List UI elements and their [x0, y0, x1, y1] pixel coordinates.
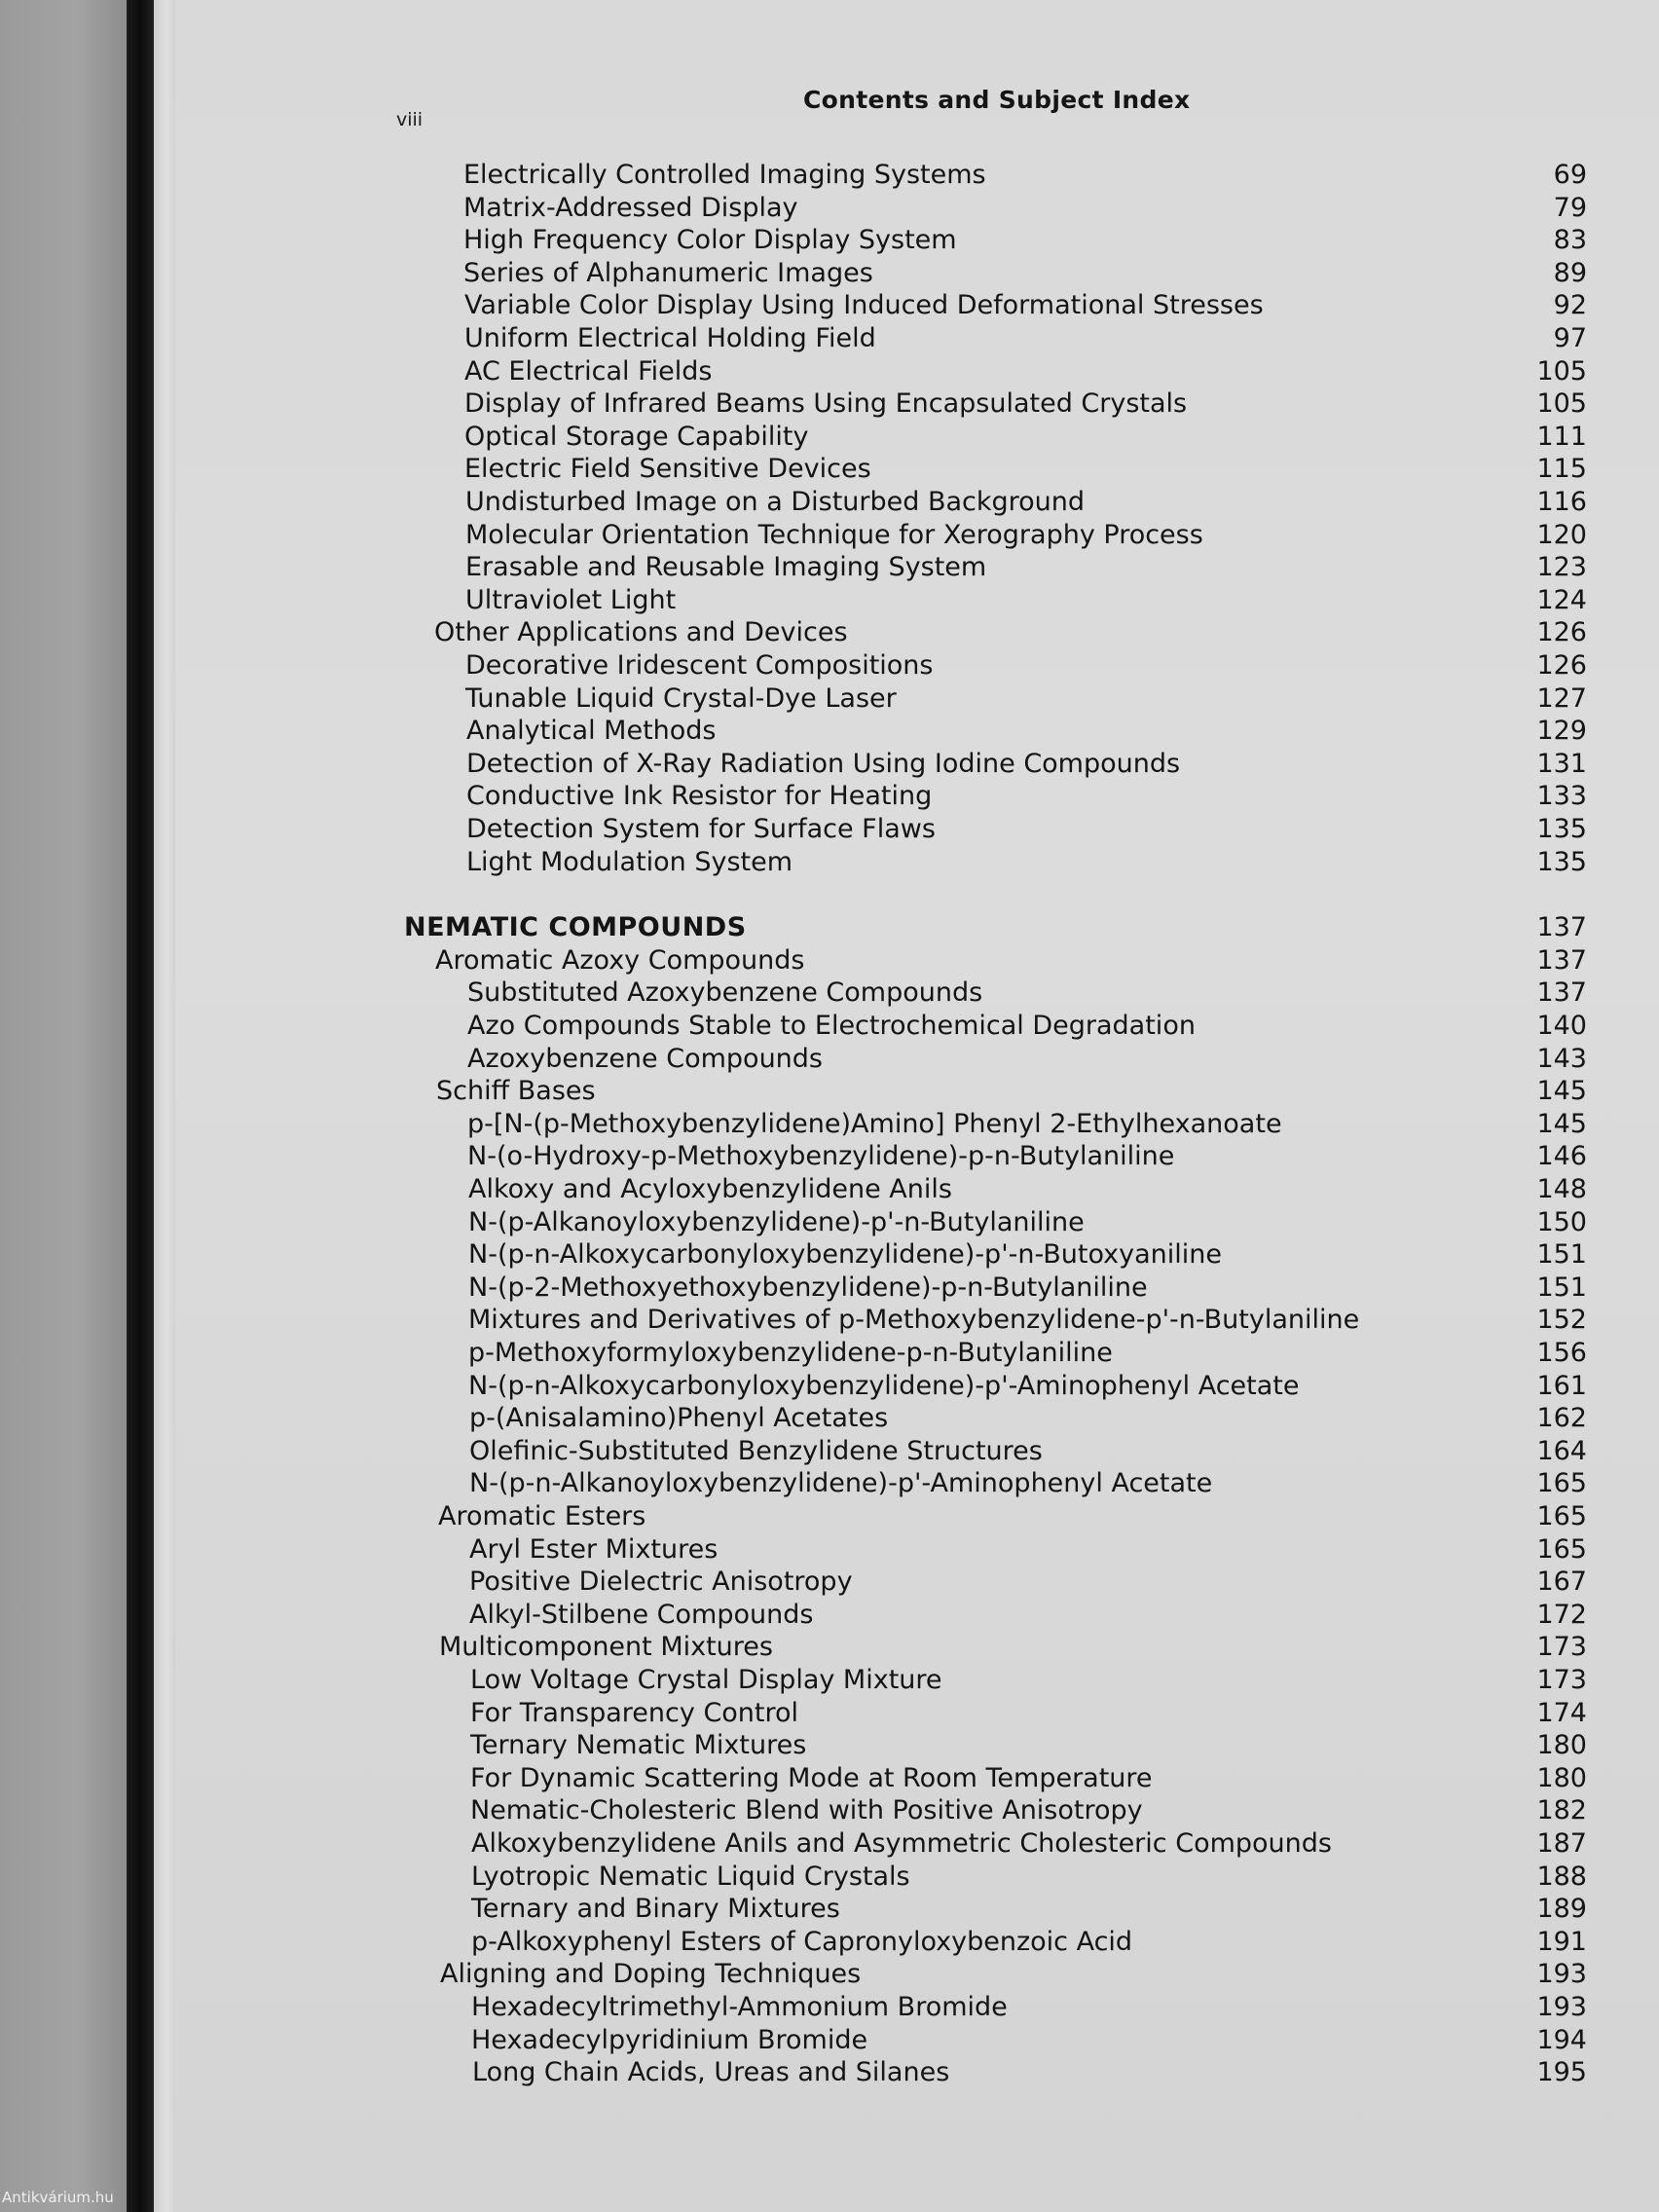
toc-page-number: 126 [1536, 617, 1587, 648]
toc-title: Matrix-Addressed Display [463, 192, 798, 223]
toc-title: Display of Infrared Beams Using Encapsulated Crystals [464, 388, 1188, 420]
toc-entry [471, 1893, 1587, 1926]
toc-entry [467, 1108, 1587, 1141]
toc-title: Light Modulation System [466, 846, 793, 877]
toc-title: N-(p-2-Methoxyethoxybenzylidene)-p-n-Butylaniline [468, 1272, 1148, 1303]
toc-entry [468, 1206, 1587, 1239]
toc-entry [469, 1533, 1587, 1567]
toc-entry [469, 1467, 1587, 1500]
toc-title: Molecular Orientation Technique for Xerography Process [465, 519, 1203, 550]
toc-entry [468, 1238, 1587, 1272]
toc-page-number: 161 [1536, 1370, 1587, 1401]
toc-entry [463, 257, 1587, 290]
toc-entry [466, 748, 1587, 781]
toc-title: For Transparency Control [470, 1697, 799, 1728]
toc-entry [468, 1370, 1587, 1403]
toc-entry [464, 322, 1587, 355]
toc-subsection [434, 616, 1587, 649]
toc-page-number: 137 [1536, 977, 1587, 1009]
toc-page-number: 146 [1536, 1141, 1587, 1172]
toc-entry [470, 1697, 1587, 1730]
toc-page-number: 69 [1553, 160, 1587, 190]
toc-title: Series of Alphanumeric Images [463, 257, 873, 288]
toc-page-number: 187 [1536, 1828, 1587, 1859]
toc-page-number: 145 [1536, 1108, 1587, 1139]
toc-entry [464, 453, 1587, 486]
toc-title: Detection System for Surface Flaws [466, 814, 936, 844]
toc-page-number: 131 [1536, 748, 1587, 779]
toc-entry [468, 1272, 1587, 1305]
toc-page-number: 120 [1536, 519, 1587, 550]
toc-page-number: 174 [1536, 1697, 1587, 1728]
toc-title: Low Voltage Crystal Display Mixture [470, 1665, 942, 1695]
toc-title: p-(Anisalamino)Phenyl Acetates [469, 1403, 889, 1434]
toc-page-number: 124 [1536, 584, 1587, 615]
toc-title: Schiff Bases [436, 1076, 596, 1107]
toc-entry [471, 2024, 1587, 2057]
toc-title: Variable Color Display Using Induced Deformational Stresses [464, 290, 1264, 321]
toc-page-number: 83 [1553, 225, 1587, 256]
toc-page-number: 133 [1536, 781, 1587, 812]
toc-page-number: 127 [1536, 682, 1587, 714]
toc-title: Aryl Ester Mixtures [469, 1533, 719, 1565]
toc-entry [466, 813, 1587, 846]
toc-entry [468, 1173, 1587, 1206]
toc-page-number: 165 [1536, 1501, 1587, 1531]
toc-page-number: 123 [1536, 552, 1587, 583]
toc-entry [469, 1435, 1587, 1468]
toc-entry [463, 192, 1587, 225]
toc-title: Azoxybenzene Compounds [467, 1043, 824, 1074]
toc-entry [468, 1337, 1587, 1370]
toc-entry [471, 1861, 1587, 1894]
toc-title: p-Alkoxyphenyl Esters of Capronyloxybenzoic Acid [471, 1926, 1133, 1957]
toc-entry [465, 486, 1587, 519]
toc-entry [470, 1794, 1587, 1827]
toc-page-number: 193 [1536, 1992, 1587, 2022]
toc-entry [465, 649, 1587, 682]
toc-entry [464, 421, 1587, 454]
toc-entry [466, 715, 1587, 748]
toc-entry [464, 289, 1587, 322]
toc-title: N-(p-n-Alkoxycarbonyloxybenzylidene)-p'-n-Butoxyaniline [468, 1239, 1223, 1271]
toc-page-number: 97 [1553, 323, 1587, 353]
toc-title: Other Applications and Devices [434, 617, 848, 648]
toc-entry [468, 1304, 1587, 1337]
toc-page-number: 194 [1536, 2024, 1587, 2055]
toc-page-number: 92 [1553, 290, 1587, 321]
toc-title: Aromatic Esters [438, 1501, 646, 1531]
toc-entry [470, 1664, 1587, 1697]
toc-entry [464, 355, 1587, 388]
toc-page-number: 195 [1536, 2057, 1587, 2088]
toc-subsection [435, 944, 1587, 977]
running-head: Contents and Subject Index [803, 86, 1191, 114]
toc-page-number: 164 [1536, 1435, 1587, 1466]
toc-title: Conductive Ink Resistor for Heating [466, 781, 933, 812]
toc-entry [471, 1991, 1587, 2024]
toc-page-number: 191 [1536, 1926, 1587, 1957]
toc-entry [465, 551, 1587, 584]
toc-title: p-[N-(p-Methoxybenzylidene)Amino] Phenyl 2-Ethylhexanoate [467, 1108, 1282, 1139]
toc-subsection [436, 1075, 1587, 1108]
toc-page-number: 193 [1536, 1959, 1587, 1990]
toc-title: Hexadecylpyridinium Bromide [471, 2024, 868, 2055]
toc-title: Olefinic-Substituted Benzylidene Structures [469, 1435, 1043, 1466]
toc-page-number: 151 [1536, 1239, 1587, 1271]
toc-entry [463, 159, 1587, 192]
toc-title: Tunable Liquid Crystal-Dye Laser [465, 682, 897, 714]
toc-page-number: 148 [1536, 1174, 1587, 1204]
toc-page-number: 188 [1536, 1861, 1587, 1892]
toc-page-number: 135 [1536, 846, 1587, 877]
toc-entry [467, 977, 1587, 1010]
toc-entry [465, 584, 1587, 617]
toc-entry [466, 780, 1587, 813]
toc-title: p-Methoxyformyloxybenzylidene-p-n-Butylaniline [468, 1338, 1113, 1368]
toc-title: Electric Field Sensitive Devices [464, 454, 871, 485]
toc-title: NEMATIC COMPOUNDS [404, 912, 747, 943]
toc-page-number: 151 [1536, 1272, 1587, 1303]
toc-entry [470, 1729, 1587, 1762]
toc-entry [471, 1926, 1587, 1959]
toc-entry [465, 682, 1587, 716]
toc-title: Decorative Iridescent Compositions [465, 650, 934, 681]
toc-page-number: 137 [1536, 912, 1587, 943]
toc-title: Alkoxybenzylidene Anils and Asymmetric Cholesteric Compounds [471, 1828, 1332, 1859]
toc-page-number: 105 [1536, 388, 1587, 420]
toc-page-number: 140 [1536, 1011, 1587, 1041]
toc-entry [469, 1599, 1587, 1632]
toc-title: Detection of X-Ray Radiation Using Iodine Compounds [466, 748, 1181, 779]
toc-entry [471, 1827, 1587, 1861]
toc-title: Undisturbed Image on a Disturbed Background [465, 487, 1086, 517]
toc-page-number: 135 [1536, 814, 1587, 844]
toc-title: Electrically Controlled Imaging Systems [463, 160, 986, 190]
toc-entry [470, 1762, 1587, 1795]
toc-page-number: 173 [1536, 1632, 1587, 1663]
toc-title: Aligning and Doping Techniques [440, 1959, 862, 1990]
toc-page-number: 126 [1536, 650, 1587, 681]
toc-title: Lyotropic Nematic Liquid Crystals [471, 1861, 910, 1892]
toc-title: Analytical Methods [466, 716, 717, 747]
toc-title: N-(p-Alkanoyloxybenzylidene)-p'-n-Butylaniline [468, 1206, 1085, 1237]
toc-title: Ternary Nematic Mixtures [470, 1730, 807, 1761]
toc-page-number: 180 [1536, 1730, 1587, 1761]
toc-page-number: 143 [1536, 1043, 1587, 1074]
toc-page-number: 165 [1536, 1533, 1587, 1565]
toc-title: Aromatic Azoxy Compounds [435, 944, 805, 976]
toc-section-heading [404, 911, 1587, 944]
toc-title: N-(o-Hydroxy-p-Methoxybenzylidene)-p-n-Butylaniline [467, 1141, 1175, 1172]
toc-title: Substituted Azoxybenzene Compounds [467, 977, 983, 1009]
toc-page-number: 111 [1536, 421, 1587, 452]
toc-page-number: 152 [1536, 1305, 1587, 1336]
toc-page-number: 137 [1536, 944, 1587, 976]
toc-subsection [439, 1631, 1587, 1664]
toc-title: Positive Dielectric Anisotropy [469, 1567, 853, 1598]
toc-title: AC Electrical Fields [464, 355, 713, 387]
toc-title: High Frequency Color Display System [463, 225, 957, 256]
toc-page-number: 182 [1536, 1795, 1587, 1826]
toc-entry [463, 224, 1587, 257]
toc-page-number: 172 [1536, 1599, 1587, 1630]
toc-title: Multicomponent Mixtures [439, 1632, 773, 1663]
toc-page-number: 156 [1536, 1338, 1587, 1368]
toc-entry [464, 387, 1587, 421]
toc-page-number: 165 [1536, 1468, 1587, 1499]
toc-entry [469, 1402, 1587, 1435]
toc-page-number: 145 [1536, 1076, 1587, 1107]
toc-page-number: 129 [1536, 716, 1587, 747]
toc-page-number: 105 [1536, 355, 1587, 387]
toc-entry [467, 1010, 1587, 1043]
toc-title: Long Chain Acids, Ureas and Silanes [472, 2057, 950, 2088]
toc-title: Azo Compounds Stable to Electrochemical Degradation [467, 1011, 1196, 1041]
toc-title: Ultraviolet Light [465, 584, 677, 615]
toc-entry [467, 1043, 1587, 1076]
toc-page-number: 173 [1536, 1665, 1587, 1695]
toc-subsection [440, 1958, 1587, 1991]
toc-page-number: 180 [1536, 1762, 1587, 1793]
toc-title: N-(p-n-Alkanoyloxybenzylidene)-p'-Aminophenyl Acetate [469, 1468, 1213, 1499]
toc-page-number: 79 [1553, 192, 1587, 223]
toc-title: Mixtures and Derivatives of p-Methoxybenzylidene-p'-n-Butylaniline [468, 1305, 1360, 1336]
toc-entry [469, 1566, 1587, 1599]
toc-title: Optical Storage Capability [464, 421, 809, 452]
toc-title: Erasable and Reusable Imaging System [465, 552, 987, 583]
toc-page-number: 189 [1536, 1894, 1587, 1925]
toc-title: Alkoxy and Acyloxybenzylidene Anils [468, 1174, 952, 1204]
toc-subsection [438, 1500, 1587, 1533]
toc-page-number: 150 [1536, 1206, 1587, 1237]
toc-title: Nematic-Cholesteric Blend with Positive Anisotropy [470, 1795, 1143, 1826]
toc-page-number: 89 [1553, 257, 1587, 288]
toc-page-number: 116 [1536, 487, 1587, 517]
toc-title: Uniform Electrical Holding Field [464, 323, 876, 353]
toc-entry [465, 519, 1587, 552]
watermark: Antikvárium.hu [2, 2189, 114, 2206]
toc-page-number: 162 [1536, 1403, 1587, 1434]
toc-entry [467, 1140, 1587, 1173]
page-number: viii [396, 109, 424, 130]
toc-entry [472, 2056, 1587, 2089]
toc-page-number: 167 [1536, 1567, 1587, 1598]
toc-title: Ternary and Binary Mixtures [471, 1894, 840, 1925]
toc-title: Hexadecyltrimethyl-Ammonium Bromide [471, 1992, 1008, 2022]
toc-title: N-(p-n-Alkoxycarbonyloxybenzylidene)-p'-Aminophenyl Acetate [468, 1370, 1300, 1401]
toc-title: Alkyl-Stilbene Compounds [469, 1599, 814, 1630]
toc-page-number: 115 [1536, 454, 1587, 485]
toc-title: For Dynamic Scattering Mode at Room Temperature [470, 1762, 1153, 1793]
toc-entry [466, 846, 1587, 879]
